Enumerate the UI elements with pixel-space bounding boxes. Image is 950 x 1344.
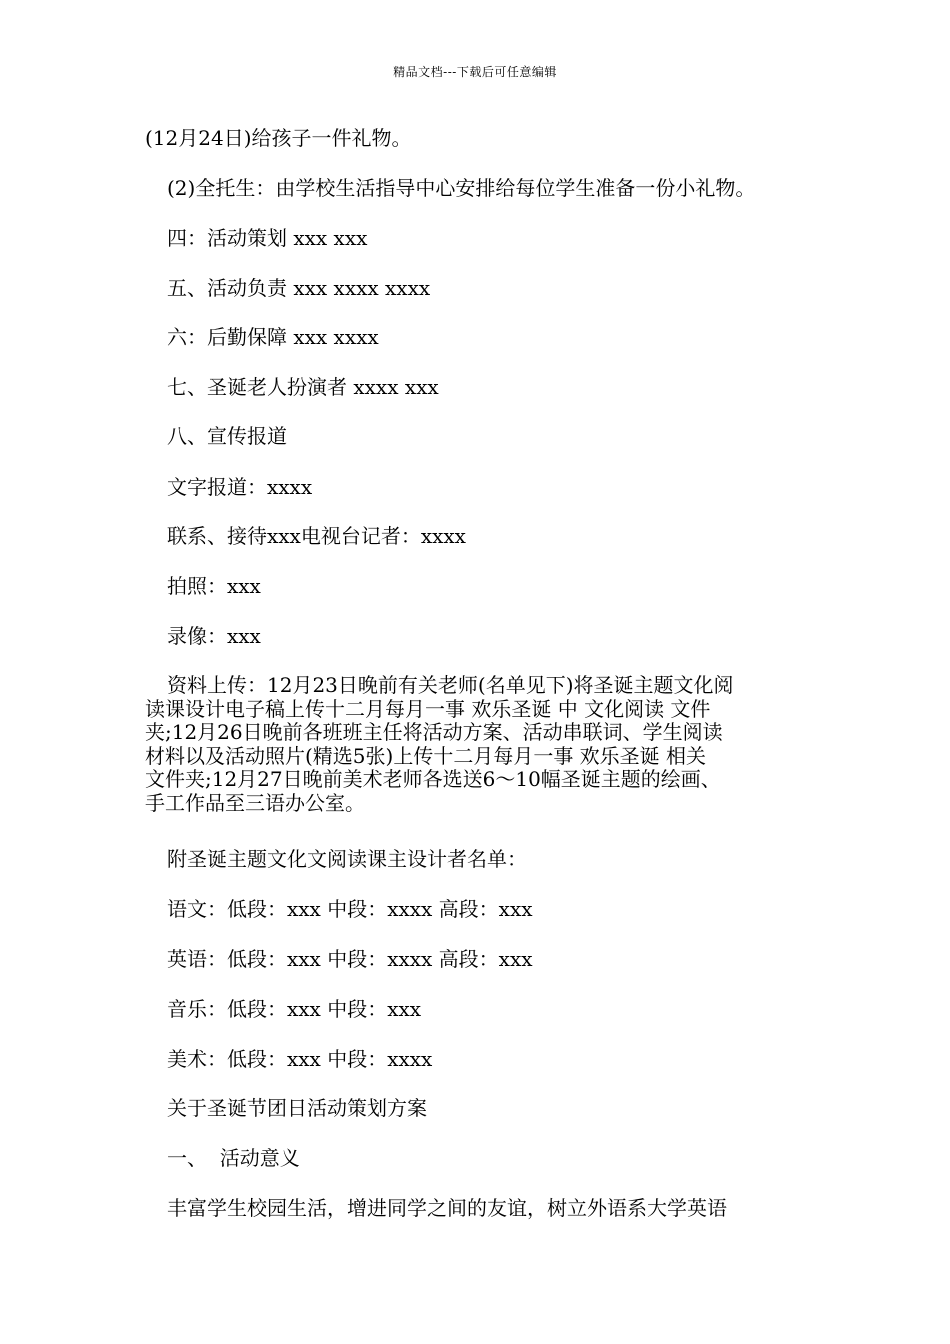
text-line: (12月24日)给孩子一件礼物。 [145, 126, 412, 150]
text-line: 五、活动负责 xxx xxxx xxxx [167, 276, 431, 300]
text-line: (2)全托生：由学校生活指导中心安排给每位学生准备一份小礼物。 [167, 176, 756, 200]
text-line: 四：活动策划 xxx xxx [167, 226, 368, 250]
section-heading: 一、 活动意义 [167, 1146, 300, 1170]
paragraph-line: 手工作品至三语办公室。 [145, 790, 365, 815]
text-line: 文字报道：xxxx [167, 475, 313, 499]
designers-heading: 附圣诞主题文化文阅读课主设计者名单： [167, 847, 527, 871]
paragraph-line: 文件夹;12月27日晚前美术老师各选送6～10幅圣诞主题的绘画、 [145, 767, 721, 791]
paragraph-line: 材料以及活动照片(精选5张)上传十二月每月一事 欢乐圣诞 相关 [145, 743, 707, 768]
plan-title: 关于圣诞节团日活动策划方案 [167, 1096, 427, 1120]
designer-row: 美术：低段：xxx 中段：xxxx [167, 1047, 433, 1071]
text-line: 录像：xxx [167, 624, 261, 648]
text-line: 拍照：xxx [167, 574, 261, 598]
text-line: 联系、接待xxx电视台记者：xxxx [167, 524, 466, 548]
text-line: 丰富学生校园生活，增进同学之间的友谊，树立外语系大学英语 [167, 1196, 727, 1220]
designer-row: 英语：低段：xxx 中段：xxxx 高段：xxx [167, 947, 533, 971]
text-line: 七、圣诞老人扮演者 xxxx xxx [167, 375, 439, 399]
upload-paragraph [145, 674, 825, 815]
paragraph-line: 夹;12月26日晚前各班班主任将活动方案、活动串联词、学生阅读 [145, 720, 723, 744]
paragraph-line: 资料上传：12月23日晚前有关老师(名单见下)将圣诞主题文化阅 [167, 673, 734, 697]
section-heading: 八、宣传报道 [167, 424, 287, 448]
designer-row: 音乐：低段：xxx 中段：xxx [167, 997, 422, 1021]
page-header: 精品文档---下载后可任意编辑 [393, 65, 557, 79]
designer-row: 语文：低段：xxx 中段：xxxx 高段：xxx [167, 897, 533, 921]
paragraph-line: 读课设计电子稿上传十二月每月一事 欢乐圣诞 中 文化阅读 文件 [145, 696, 711, 721]
text-line: 六：后勤保障 xxx xxxx [167, 325, 379, 349]
